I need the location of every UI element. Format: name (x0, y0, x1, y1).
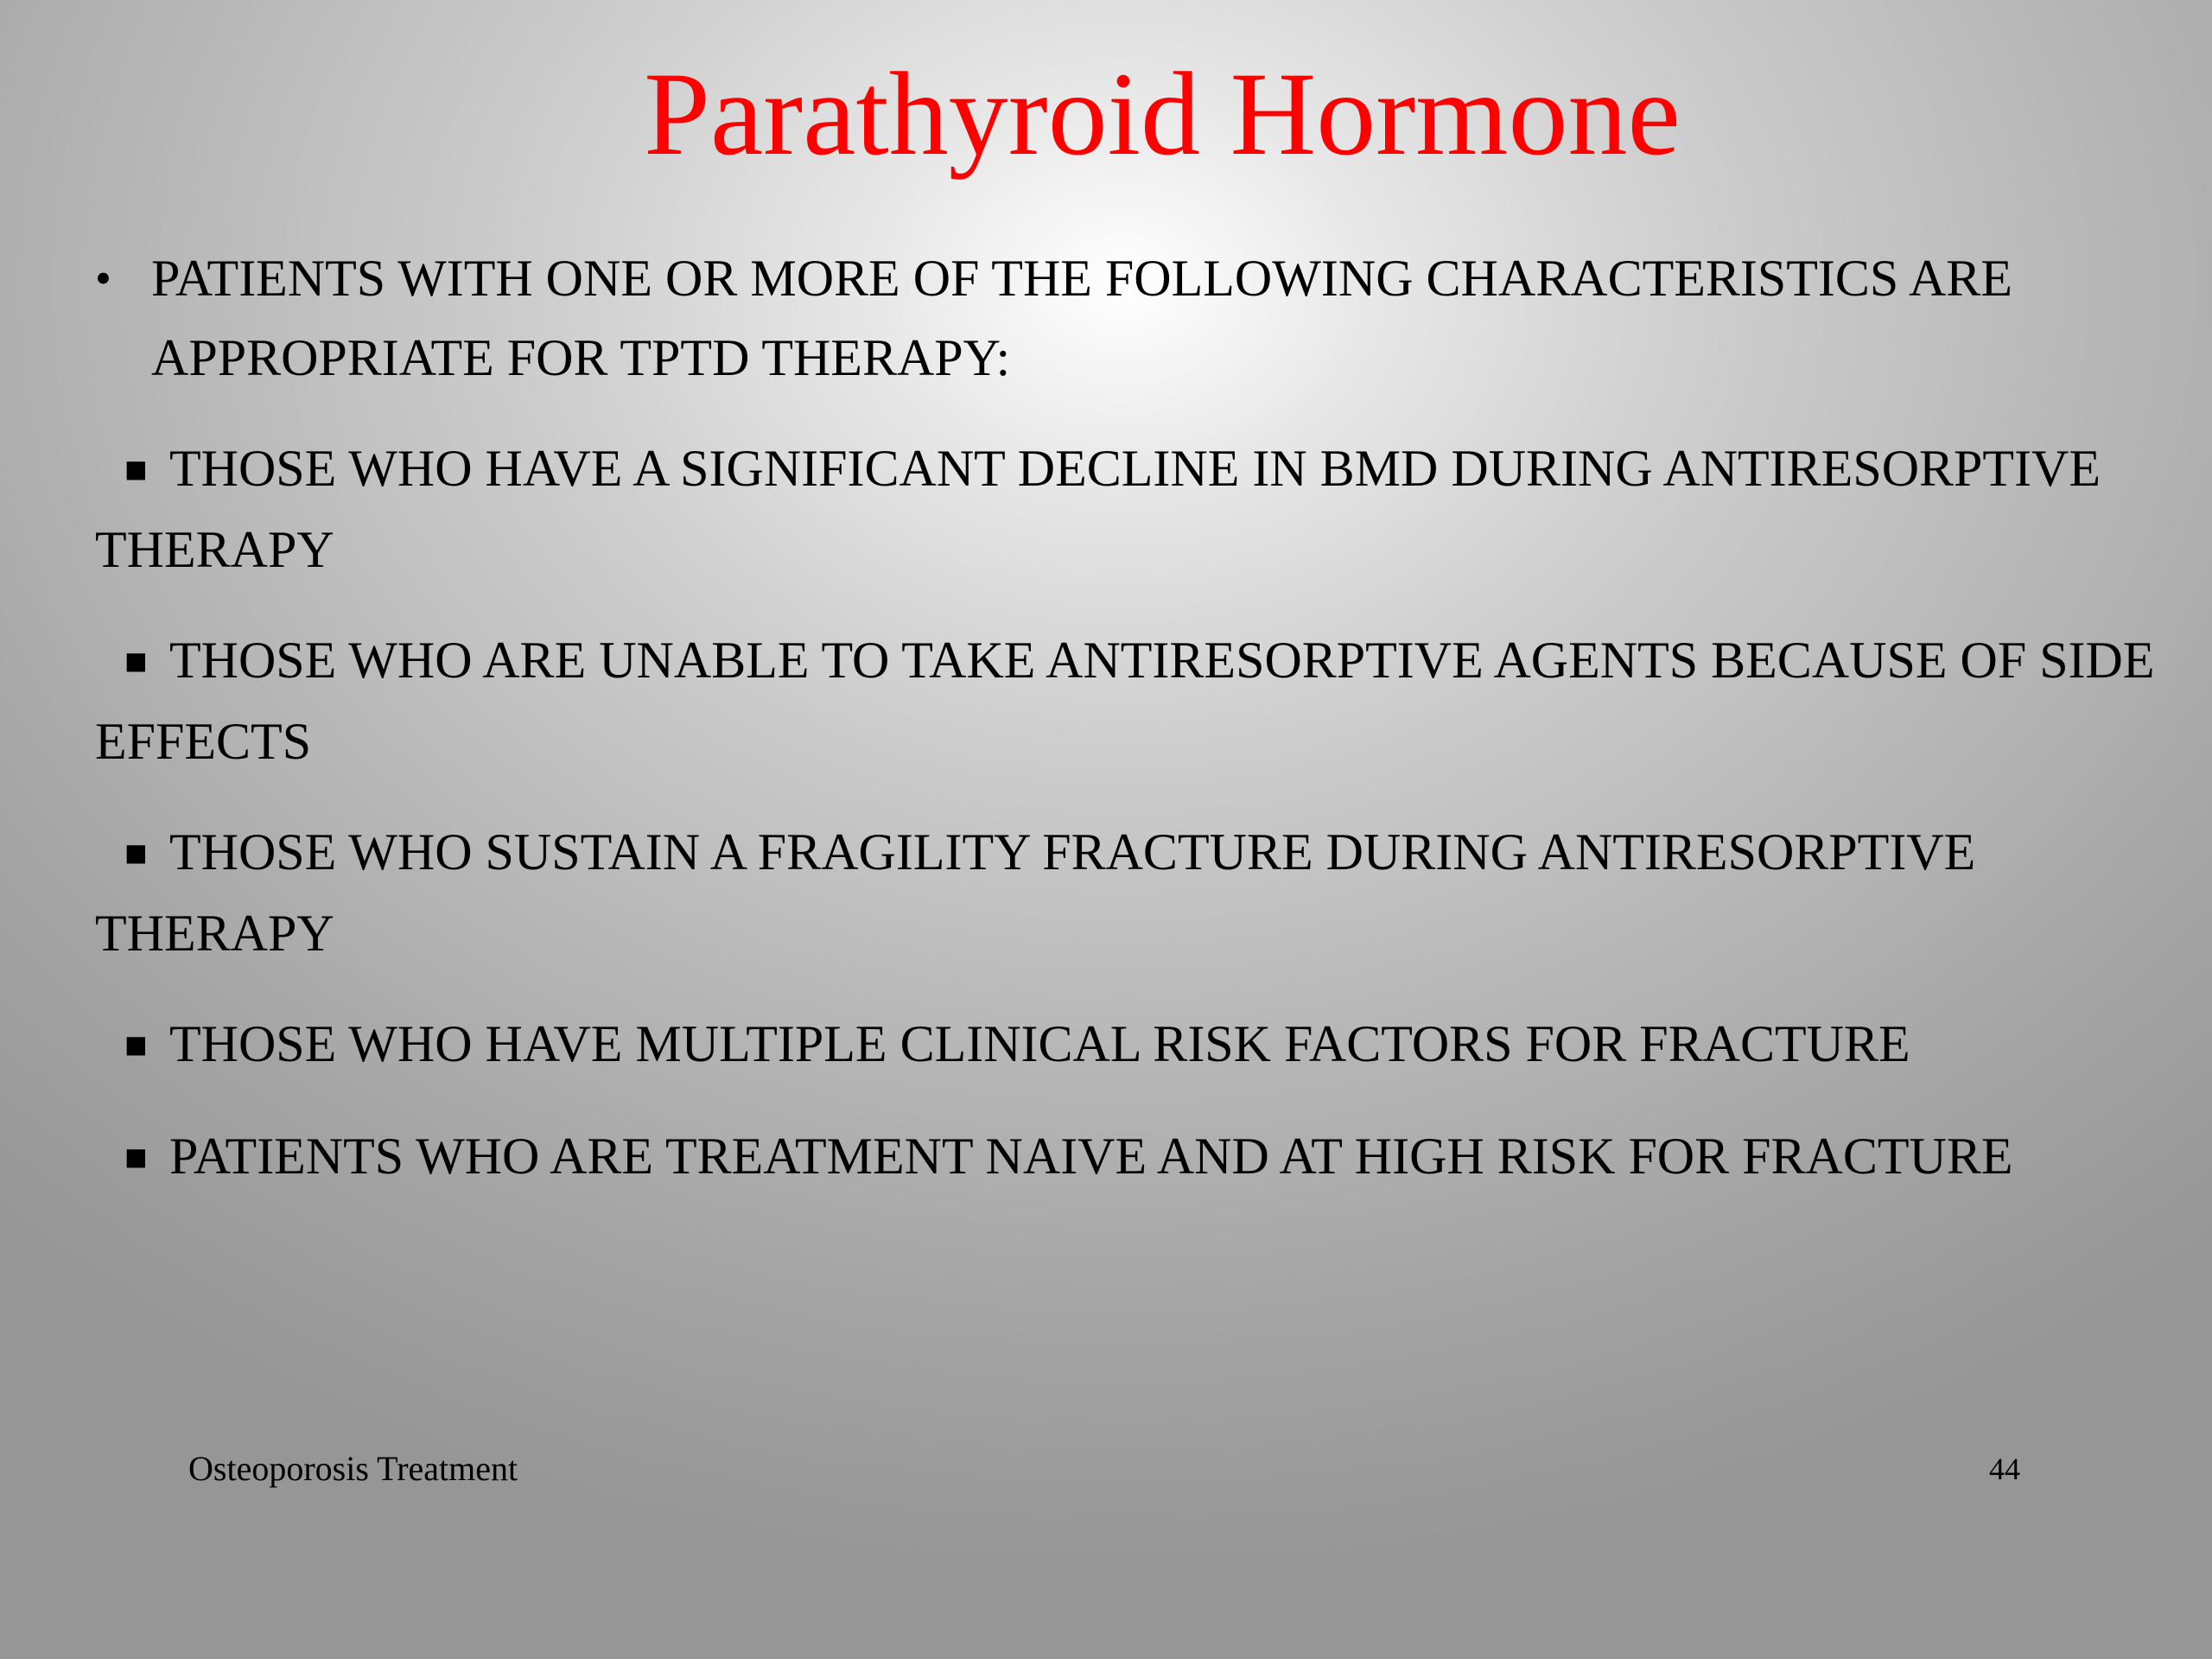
slide-title: Parathyroid Hormone (644, 48, 1681, 180)
sub-bullet-item (95, 620, 2186, 781)
sub-bullet-text: PATIENTS WHO ARE TREATMENT NAIVE AND AT HIGH RISK FOR FRACTURE (169, 1128, 2013, 1185)
footer-text: Osteoporosis Treatment (188, 1449, 518, 1488)
square-bullet-icon: ■ (124, 640, 148, 683)
sub-bullet-item (95, 812, 2186, 973)
sub-bullet-text: THOSE WHO HAVE A SIGNIFICANT DECLINE IN BMD DURING ANTIRESORPTIVE THERAPY (95, 440, 2101, 578)
main-bullet (95, 238, 2169, 397)
sub-bullet-text: THOSE WHO ARE UNABLE TO TAKE ANTIRESORPTIVE AGENTS BECAUSE OF SIDE EFFECTS (95, 632, 2155, 770)
sub-bullet-list (95, 429, 2186, 1229)
square-bullet-icon: ■ (124, 1136, 148, 1179)
sub-bullet-text: THOSE WHO HAVE MULTIPLE CLINICAL RISK FACTORS FOR FRACTURE (169, 1015, 1910, 1072)
square-bullet-icon: ■ (124, 448, 148, 491)
page-number: 44 (1989, 1452, 2020, 1486)
sub-bullet-item (95, 429, 2186, 589)
sub-bullet-item (95, 1004, 2186, 1085)
bullet-dot-icon: • (95, 252, 111, 304)
square-bullet-icon: ■ (124, 832, 148, 874)
main-bullet-text: PATIENTS WITH ONE OR MORE OF THE FOLLOWING CHARACTERISTICS ARE APPROPRIATE FOR TPTD THERAPY: (151, 250, 2012, 386)
sub-bullet-text: THOSE WHO SUSTAIN A FRAGILITY FRACTURE DURING ANTIRESORPTIVE THERAPY (95, 823, 1976, 962)
square-bullet-icon: ■ (124, 1024, 148, 1066)
sub-bullet-item (95, 1116, 2186, 1198)
